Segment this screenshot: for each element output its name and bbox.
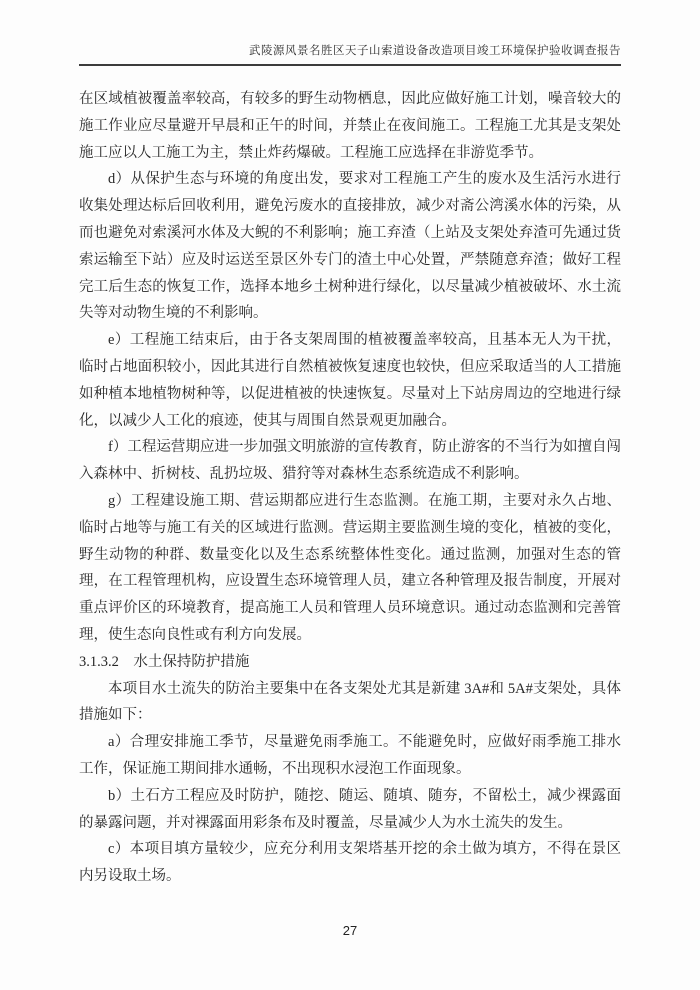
section-heading-water-soil-conservation: 3.1.3.2 水土保持防护措施 <box>79 653 250 670</box>
paragraph-item-c: c）本项目填方量较少，应充分利用支架塔基开挖的余土做为填方，不得在景区内另设取土场。 <box>79 841 621 885</box>
paragraph-continuation: 在区域植被覆盖率较高，有较多的野生动物栖息，因此应做好施工计划，噪音较大的施工作业应尽量避开早晨和正午的时间，并禁止在夜间施工。工程施工尤其是支架处施工应以人工施工为主，禁止炸药爆破。工程施工应选择在非游览季节。 <box>79 91 621 161</box>
paragraph-measures-intro: 本项目水土流失的防治主要集中在各支架处尤其是新建 3A#和 5A#支架处，具体措施如下： <box>79 680 621 724</box>
paragraph-item-g: g）工程建设施工期、营运期都应进行生态监测。在施工期，主要对永久占地、临时占地等与施工有关的区域进行监测。营运期主要监测生境的变化，植被的变化，野生动物的种群、数量变化以及生态系统整体性变化。通过监测，加强对生态的管理，在工程管理机构，应设置生态环境管理人员，建立各种管理及报告制度，开展对重点评价区的环境教育，提高施工人员和管理人员环境意识。通过动态监测和完善管理，使生态向良性或有利方向发展。 <box>79 492 621 643</box>
paragraph-item-b: b）土石方工程应及时防护，随挖、随运、随填、随夯，不留松土，减少裸露面的暴露问题，并对裸露面用彩条布及时覆盖，尽量减少人为水土流失的发生。 <box>79 787 621 831</box>
paragraph-item-a: a）合理安排施工季节，尽量避免雨季施工。不能避免时，应做好雨季施工排水工作，保证施工期间排水通畅，不出现积水浸泡工作面现象。 <box>79 734 621 777</box>
page-number: 27 <box>342 923 358 938</box>
page-header <box>79 42 621 66</box>
header-running-title: 武陵源风景名胜区天子山索道设备改造项目竣工环境保护验收调查报告 <box>249 45 621 57</box>
page-footer <box>0 923 700 938</box>
document-body <box>79 86 621 890</box>
paragraph-item-f: f）工程运营期应进一步加强文明旅游的宣传教育，防止游客的不当行为如擅自闯入森林中、折树枝、乱扔垃圾、猎狩等对森林生态系统造成不利影响。 <box>79 439 621 483</box>
paragraph-item-d: d）从保护生态与环境的角度出发，要求对工程施工产生的废水及生活污水进行收集处理达标后回收利用，避免污废水的直接排放，减少对斋公湾溪水体的污染，从而也避免对索溪河水体及大鲵的不利影响；施工弃渣（上站及支架处弃渣可先通过货索运输至下站）应及时运送至景区外专门的渣土中心处置，严禁随意弃渣；做好工程完工后生态的恢复工作，选择本地乡土树种进行绿化，以尽量减少植被破坏、水土流失等对动物生境的不利影响。 <box>79 171 621 322</box>
paragraph-item-e: e）工程施工结束后，由于各支架周围的植被覆盖率较高，且基本无人为干扰，临时占地面积较小，因此其进行自然植被恢复速度也较快，但应采取适当的人工措施如种植本地植物树种等，以促进植被的快速恢复。尽量对上下站房周边的空地进行绿化，以减少人工化的痕迹，使其与周围自然景观更加融合。 <box>79 332 621 429</box>
